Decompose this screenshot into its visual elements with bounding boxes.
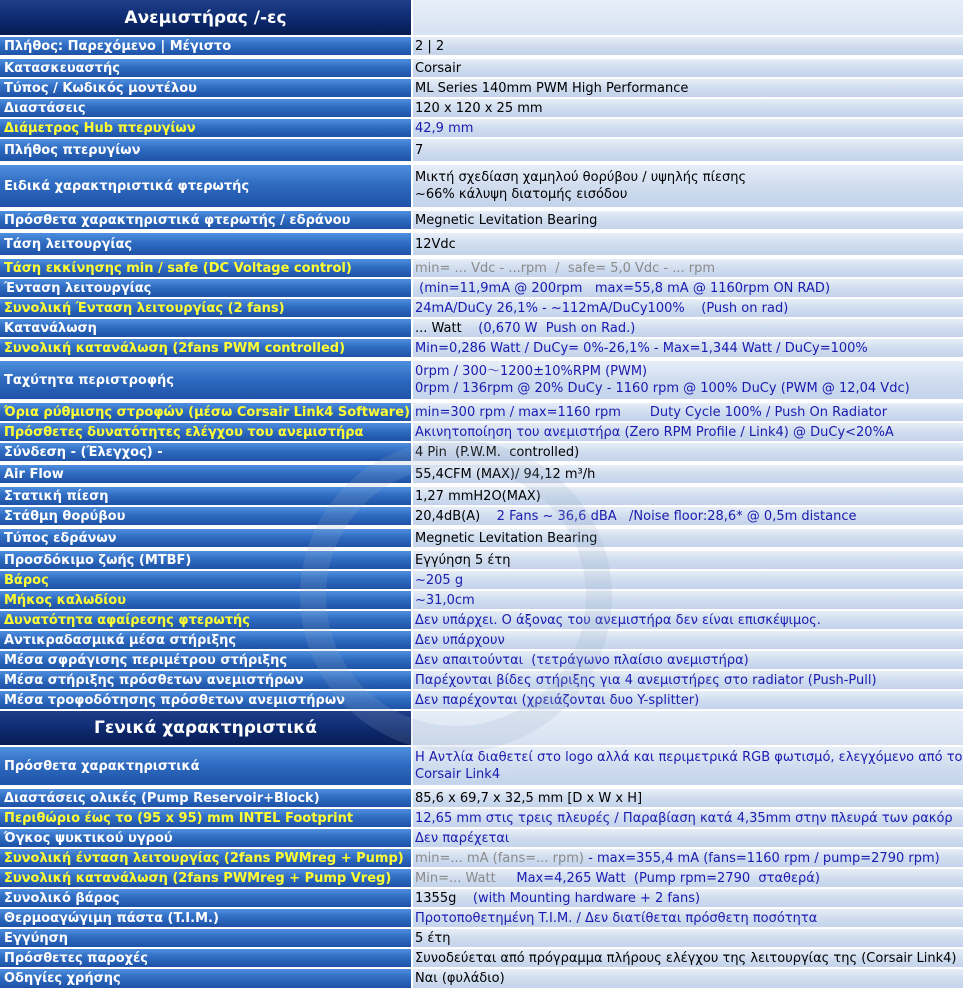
spec-value [413, 969, 963, 988]
spec-label: Διαστάσεις ολικές (Pump Reservoir+Block) [0, 789, 411, 807]
spec-row [0, 99, 963, 119]
spec-label: Δυνατότητα αφαίρεσης φτερωτής [0, 611, 411, 629]
spec-label: Στάθμη θορύβου [0, 507, 411, 525]
spec-label: Τάση λειτουργίας [0, 233, 411, 255]
spec-value-text: 1,27 mmH2O(MAX) [415, 488, 541, 504]
spec-row [0, 631, 963, 651]
spec-row [0, 849, 963, 869]
spec-value [413, 403, 963, 421]
spec-value-text: Ακινητοποίηση του ανεμιστήρα (Zero RPM Profile / Link4) @ DuCy<20%A [415, 424, 894, 440]
spec-label: Ειδικά χαρακτηριστικά φτερωτής [0, 165, 411, 207]
spec-label: Εγγύηση [0, 929, 411, 947]
spec-value-text: Min=... Watt [415, 870, 496, 886]
spec-row [0, 969, 963, 990]
spec-value-text: Corsair [415, 60, 462, 76]
spec-value [413, 299, 963, 317]
spec-value-text: 42,9 mm [415, 120, 474, 136]
spec-value [413, 443, 963, 461]
spec-label: Κατανάλωση [0, 319, 411, 337]
spec-value [413, 869, 963, 887]
spec-value-text: Δεν απαιτούνται (τετράγωνο πλαίσιο ανεμιστήρα) [415, 652, 749, 668]
spec-value-line-1: Η Αντλία διαθετεί στο logo αλλά και περιμετρικά RGB φωτισμό, ελεγχόμενο από το [415, 750, 963, 765]
spec-value [413, 631, 963, 649]
spec-value-line-2: 0rpm / 136rpm @ 20% DuCy - 1160 rpm @ 100% DuCy (PWM @ 12,04 Vdc) [415, 381, 910, 396]
spec-value-text: 120 x 120 x 25 mm [415, 100, 543, 116]
spec-value [413, 551, 963, 569]
spec-row [0, 691, 963, 711]
spec-value [413, 691, 963, 709]
section-header-blank [413, 0, 963, 35]
spec-value [413, 319, 963, 337]
spec-row [0, 929, 963, 949]
spec-value-text: 55,4CFM (MAX)/ 94,12 m³/h [415, 466, 596, 482]
spec-label: Σύνδεση - (Έλεγχος) - [0, 443, 411, 461]
spec-row [0, 37, 963, 57]
section-title: Γενικά χαρακτηριστικά [0, 711, 411, 745]
spec-value [413, 339, 963, 357]
spec-value-text: Συνοδεύεται από πρόγραμμα πλήρους ελέγχου της λειτουργίας της (Corsair Link4) [415, 950, 957, 966]
spec-label: Συνολική ένταση λειτουργίας (2fans PWMreg + Pump) [0, 849, 411, 867]
spec-value [413, 747, 963, 785]
spec-label: Διάμετρος Hub πτερυγίων [0, 119, 411, 137]
spec-row [0, 59, 963, 79]
spec-row [0, 423, 963, 443]
spec-value-text: 85,6 x 69,7 x 32,5 mm [D x W x H] [415, 790, 643, 806]
spec-label: Τύπος / Κωδικός μοντέλου [0, 79, 411, 97]
spec-value-text: 4 Pin (P.W.M. controlled) [415, 444, 580, 460]
spec-label: Θερμοαγώγιμη πάστα (T.I.M.) [0, 909, 411, 927]
spec-value-extra: Max=4,265 Watt (Pump rpm=2790 σταθερά) [495, 870, 820, 886]
spec-value-text: 7 [415, 142, 424, 158]
spec-value-text: min= ... Vdc - ...rpm / safe= 5,0 Vdc - ... rpm [415, 260, 716, 276]
spec-row [0, 551, 963, 571]
spec-value [413, 651, 963, 669]
spec-value-text: Megnetic Levitation Bearing [415, 212, 598, 228]
spec-value-text: ... Watt [415, 320, 462, 336]
spec-value [413, 259, 963, 277]
spec-value [413, 279, 963, 297]
spec-value-text: Δεν παρέχονται (χρειάζονται δυο Y-splitter) [415, 692, 700, 708]
spec-value [413, 211, 963, 229]
spec-row [0, 949, 963, 969]
spec-row [0, 651, 963, 671]
spec-value-text: (min=11,9mA @ 200rpm max=55,8 mA @ 1160rpm ON RAD) [415, 280, 831, 296]
spec-value [413, 119, 963, 137]
spec-label: Πρόσθετες παροχές [0, 949, 411, 967]
spec-label: Ταχύτητα περιστροφής [0, 361, 411, 399]
spec-value-text: min=300 rpm / max=1160 rpm Duty Cycle 100% / Push On Radiator [415, 404, 888, 420]
spec-row [0, 361, 963, 401]
spec-value [413, 849, 963, 867]
spec-label: Πρόσθετες δυνατότητες ελέγχου του ανεμιστήρα [0, 423, 411, 441]
spec-label: Οδηγίες χρήσης [0, 969, 411, 988]
spec-value [413, 929, 963, 947]
spec-label: Όρια ρύθμισης στροφών (μέσω Corsair Link4 Software) [0, 403, 411, 421]
spec-value-text: Δεν παρέχεται [415, 830, 510, 846]
spec-label: Πλήθος: Παρεχόμενο | Μέγιστο [0, 37, 411, 55]
spec-value [413, 571, 963, 589]
spec-value-text: Δεν υπάρχει. Ο άξονας του ανεμιστήρα δεν είναι επισκέψιμος. [415, 612, 821, 628]
spec-value-text: 24mA/DuCy 26,1% - ~112mA/DuCy100% (Push on rad) [415, 300, 789, 316]
spec-row [0, 339, 963, 359]
spec-label: Όγκος ψυκτικού υγρού [0, 829, 411, 847]
spec-value [413, 37, 963, 55]
spec-value [413, 423, 963, 441]
spec-value [413, 79, 963, 97]
spec-label: Στατική πίεση [0, 487, 411, 505]
spec-label: Μέσα στήριξης πρόσθετων ανεμιστήρων [0, 671, 411, 689]
spec-value-text: Εγγύηση 5 έτη [415, 552, 511, 568]
spec-value [413, 809, 963, 827]
spec-row [0, 889, 963, 909]
spec-value-text: 12Vdc [415, 236, 456, 252]
spec-value [413, 611, 963, 629]
spec-row [0, 299, 963, 319]
spec-row [0, 403, 963, 423]
spec-value-line-2: Corsair Link4 [415, 767, 501, 782]
spec-row [0, 165, 963, 209]
spec-value-text: min=... mA (fans=... rpm) [415, 850, 585, 866]
section-header-blank [413, 711, 963, 745]
spec-row [0, 443, 963, 463]
spec-label: Πλήθος πτερυγίων [0, 139, 411, 161]
spec-value [413, 361, 963, 399]
section-header [0, 0, 963, 37]
spec-value [413, 487, 963, 505]
spec-row [0, 909, 963, 929]
spec-value-text: Ναι (φυλάδιο) [415, 971, 505, 986]
spec-row [0, 507, 963, 527]
spec-value-text: Megnetic Levitation Bearing [415, 530, 598, 546]
spec-label: Air Flow [0, 465, 411, 483]
spec-label: Προσδόκιμο ζωής (MTBF) [0, 551, 411, 569]
spec-label: Μέσα τροφοδότησης πρόσθετων ανεμιστήρων [0, 691, 411, 709]
spec-row [0, 465, 963, 485]
spec-row [0, 211, 963, 231]
spec-value [413, 59, 963, 77]
spec-value [413, 909, 963, 927]
spec-row [0, 611, 963, 631]
spec-label: Πρόσθετα χαρακτηριστικά [0, 747, 411, 785]
spec-value [413, 507, 963, 525]
spec-label: Τάση εκκίνησης min / safe (DC Voltage control) [0, 259, 411, 277]
spec-value-extra: (with Mounting hardware + 2 fans) [456, 890, 701, 906]
spec-value [413, 233, 963, 255]
spec-value [413, 671, 963, 689]
spec-value [413, 949, 963, 967]
spec-value-text: 5 έτη [415, 930, 451, 946]
spec-label: Μήκος καλωδίου [0, 591, 411, 609]
spec-value [413, 165, 963, 207]
spec-value-text: ML Series 140mm PWM High Performance [415, 80, 689, 96]
spec-value-text: 20,4dB(A) [415, 508, 481, 524]
spec-row [0, 79, 963, 99]
spec-value-extra: (0,670 W Push on Rad.) [461, 320, 636, 336]
spec-label: Βάρος [0, 571, 411, 589]
spec-value-extra: - max=355,4 mA (fans=1160 rpm / pump=2790 rpm) [584, 850, 940, 866]
spec-label: Μέσα σφράγισης περιμέτρου στήριξης [0, 651, 411, 669]
spec-row [0, 529, 963, 549]
spec-row [0, 809, 963, 829]
spec-value-text: ~31,0cm [415, 592, 475, 608]
section-title: Ανεμιστήρας /-ες [0, 0, 411, 35]
spec-label: Συνολική κατανάλωση (2fans PWM controlled) [0, 339, 411, 357]
spec-value [413, 889, 963, 907]
spec-row [0, 829, 963, 849]
spec-value [413, 829, 963, 847]
spec-row [0, 571, 963, 591]
spec-label: Συνολική κατανάλωση (2fans PWMreg + Pump Vreg) [0, 869, 411, 887]
spec-label: Αντικραδασμικά μέσα στήριξης [0, 631, 411, 649]
spec-value-line-1: Μικτή σχεδίαση χαμηλού θορύβου / υψηλής πίεσης [415, 170, 747, 185]
spec-label: Περιθώριο έως το (95 x 95) mm INTEL Footprint [0, 809, 411, 827]
spec-value-line-1: 0rpm / 300～1200±10%RPM (PWM) [415, 364, 648, 379]
spec-value [413, 591, 963, 609]
spec-value-text: Παρέχονται βίδες στήριξης για 4 ανεμιστήρες στο radiator (Push-Pull) [415, 672, 877, 688]
spec-value [413, 789, 963, 807]
spec-value-text: 2 | 2 [415, 38, 445, 54]
spec-row [0, 233, 963, 257]
spec-value-text: Δεν υπάρχουν [415, 632, 505, 648]
spec-label: Συνολικό βάρος [0, 889, 411, 907]
spec-label: Ένταση λειτουργίας [0, 279, 411, 297]
spec-label: Συνολική Ένταση λειτουργίας (2 fans) [0, 299, 411, 317]
spec-row [0, 119, 963, 139]
spec-value-text: 12,65 mm στις τρεις πλευρές / Παραβίαση κατά 4,35mm στην πλευρά των ρακόρ [415, 810, 953, 826]
spec-row [0, 591, 963, 611]
spec-value [413, 529, 963, 547]
spec-row [0, 671, 963, 691]
spec-value-text: ~205 g [415, 572, 464, 588]
spec-row [0, 789, 963, 809]
spec-label: Τύπος εδράνων [0, 529, 411, 547]
spec-row [0, 487, 963, 507]
spec-value-extra: 2 Fans ~ 36,6 dBA /Noise floor:28,6* @ 0,5m distance [480, 508, 857, 524]
spec-row [0, 319, 963, 339]
spec-value [413, 99, 963, 117]
spec-label: Διαστάσεις [0, 99, 411, 117]
spec-value-text: Min=0,286 Watt / DuCy= 0%-26,1% - Max=1,344 Watt / DuCy=100% [415, 340, 868, 356]
spec-value-text: 1355g [415, 890, 457, 906]
spec-label: Κατασκευαστής [0, 59, 411, 77]
spec-label: Πρόσθετα χαρακτηριστικά φτερωτής / εδράνου [0, 211, 411, 229]
spec-row [0, 747, 963, 787]
spec-row [0, 259, 963, 279]
spec-value-line-2: ~66% κάλυψη διατομής εισόδου [415, 187, 628, 202]
spec-value [413, 465, 963, 483]
section-header [0, 711, 963, 747]
spec-row [0, 279, 963, 299]
spec-row [0, 139, 963, 163]
spec-value-text: Προτοποθετημένη T.I.M. / Δεν διατίθεται πρόσθετη ποσότητα [415, 910, 818, 926]
spec-row [0, 869, 963, 889]
spec-value [413, 139, 963, 161]
